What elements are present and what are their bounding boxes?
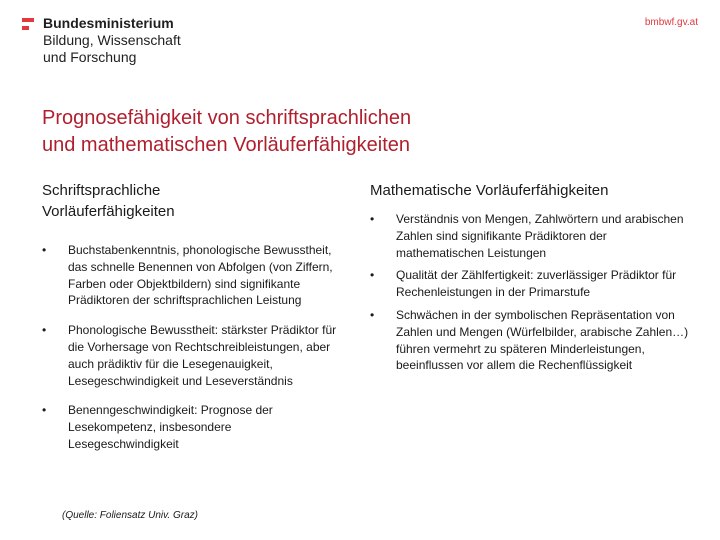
bullet-icon: • (42, 403, 47, 418)
list-item-text: Qualität der Zählfertigkeit: zuverlässiger Prädiktor für Rechenleistungen in der Primarstufe (396, 268, 677, 300)
bullet-icon: • (42, 243, 47, 257)
logo-line-1: Bundesministerium (43, 15, 174, 31)
left-column-heading (42, 180, 342, 222)
list-item (42, 242, 342, 309)
right-bullet-list (370, 211, 690, 374)
bullet-icon: • (370, 268, 375, 283)
left-heading-line-1: Schriftsprachliche (42, 182, 161, 199)
bullet-icon: • (370, 212, 375, 226)
left-heading-line-2: Vorläuferfähigkeiten (42, 203, 175, 220)
bullet-icon: • (370, 307, 375, 322)
list-item (370, 307, 690, 374)
bullet-icon: • (42, 323, 47, 338)
list-item-text: Verständnis von Mengen, Zahlwörtern und arabischen Zahlen sind signifikante Prädiktoren der mathematischen Leistungen (396, 212, 684, 260)
list-item-text: Benenngeschwindigkeit: Prognose der Lesekompetenz, insbesondere Lesegeschwindigkeit (68, 403, 273, 451)
list-item-text: Schwächen in der symbolischen Repräsentation von Zahlen und Mengen (Würfelbilder, arabische Zahlen…) führen vermehrt zu späteren Minderleistungen, beeinflussen vor allem die Rechenflüssigkeit (396, 307, 689, 373)
right-column-heading: Mathematische Vorläuferfähigkeiten (370, 182, 609, 199)
logo-line-3: und Forschung (43, 49, 137, 65)
logo-bars-icon (22, 18, 34, 34)
title-line-1: Prognosefähigkeit von schriftsprachlichen (42, 107, 412, 129)
list-item-text: Buchstabenkenntnis, phonologische Bewusstheit, das schnelle Benennen von Abfolgen (von Ziffern, Farben oder Objektbildern) sind signifikante Prädiktoren der schriftsprachlichen Leistung (68, 243, 333, 308)
slide-title (42, 105, 602, 159)
list-item (42, 322, 342, 389)
list-item (370, 267, 690, 301)
source-note: (Quelle: Foliensatz Univ. Graz) (62, 510, 198, 521)
title-line-2: und mathematischen Vorläuferfähigkeiten (42, 134, 411, 156)
right-column (370, 180, 690, 380)
list-item (370, 211, 690, 261)
website-label: bmbwf.gv.at (644, 17, 698, 28)
left-bullet-list (42, 242, 342, 453)
list-item (42, 402, 342, 452)
left-column (42, 180, 342, 466)
logo-text (43, 15, 181, 66)
logo-line-2: Bildung, Wissenschaft (43, 32, 181, 48)
list-item-text: Phonologische Bewusstheit: stärkster Prädiktor für die Vorhersage von Rechtschreibleistungen, aber auch prädiktiv für die Lesegenauigkeit, Lesegeschwindigkeit und Leseverständnis (68, 323, 337, 388)
